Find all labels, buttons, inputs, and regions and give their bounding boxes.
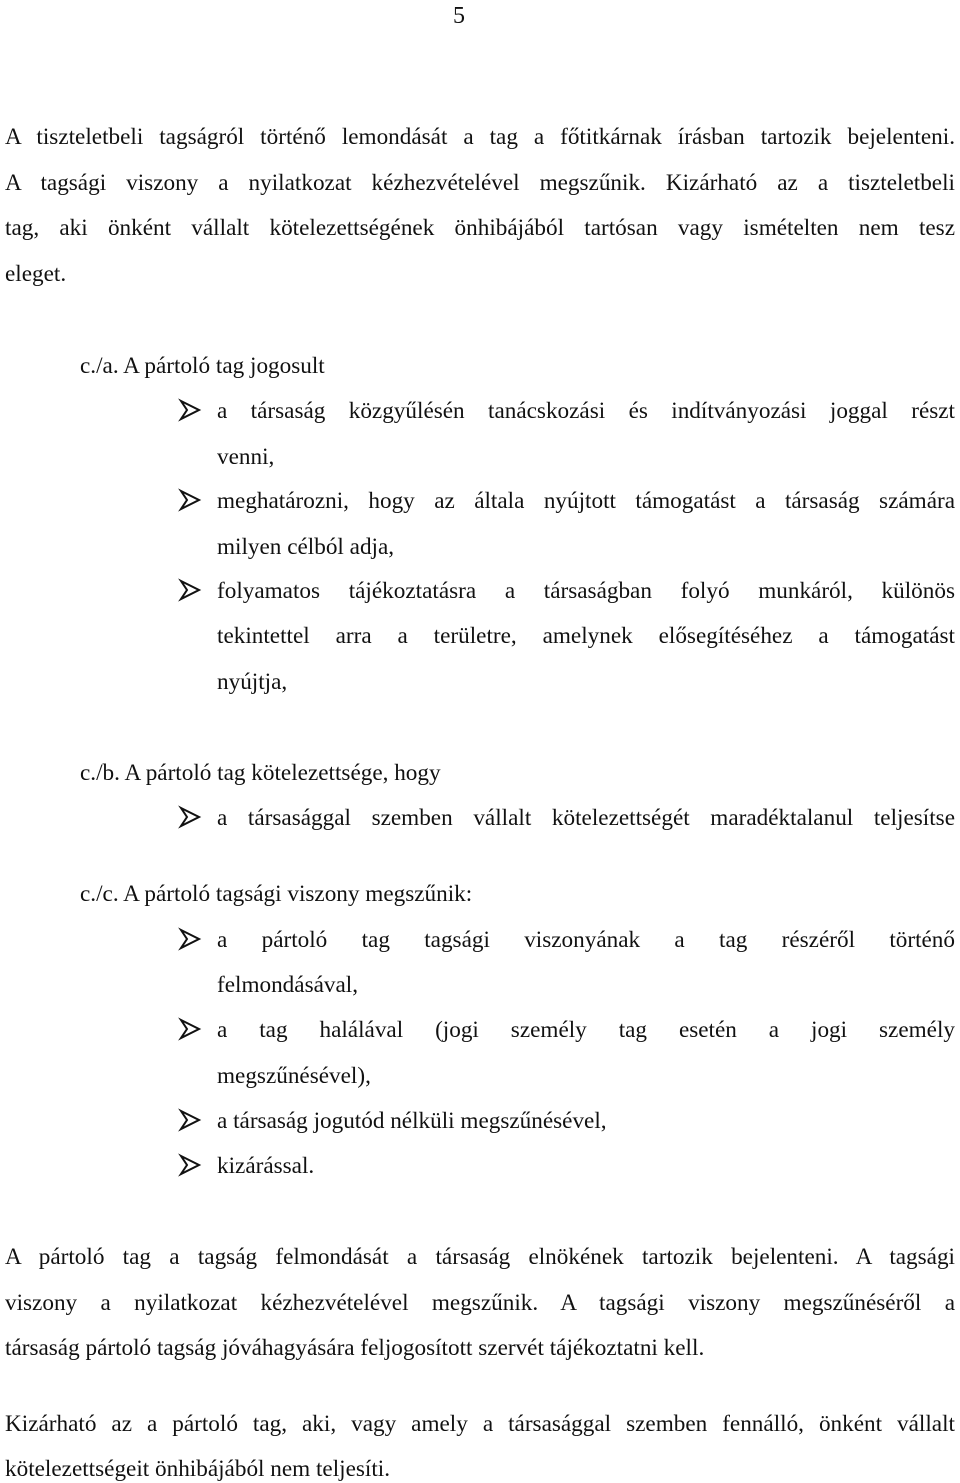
section-c-item-1-line-1: a pártoló tag tagsági viszonyának a tag részéről történő [217,927,955,953]
para1-line-3: társaság pártoló tagság jóváhagyására feljogosított szervét tájékoztatni kell. [5,1335,705,1361]
intro-line-3: tag, aki önként vállalt kötelezettségének önhibájából tartósan vagy ismételten nem tesz [5,215,955,241]
arrowhead-bullet-icon [178,1153,202,1177]
arrowhead-bullet-icon [178,805,202,829]
para2-line-1: Kizárható az a pártoló tag, aki, vagy amely a társasággal szemben fennálló, önként vállalt [5,1411,955,1437]
intro-line-1: A tiszteletbeli tagságról történő lemondását a tag a főtitkárnak írásban tartozik bejelenteni. [5,124,955,150]
intro-line-4: eleget. [5,261,67,287]
arrowhead-bullet-icon [178,578,202,602]
section-a-item-2-line-2: milyen célból adja, [217,534,395,560]
arrowhead-bullet-icon [178,927,202,951]
section-c-item-2-line-1: a tag halálával (jogi személy tag esetén a jogi személy [217,1017,955,1043]
para1-line-1: A pártoló tag a tagság felmondását a társaság elnökének tartozik bejelenteni. A tagsági [5,1244,955,1270]
section-a-item-1-line-1: a társaság közgyűlésén tanácskozási és indítványozási joggal részt [217,398,955,424]
section-c-item-1-line-2: felmondásával, [217,972,359,998]
section-a-item-3-line-3: nyújtja, [217,669,288,695]
para2-line-2: kötelezettségeit önhibájából nem teljesíti. [5,1456,391,1482]
arrowhead-bullet-icon [178,488,202,512]
section-a-heading: c./a. A pártoló tag jogosult [80,353,325,379]
section-c-item-4-line-1: kizárással. [217,1153,315,1179]
section-b-item-1-line-1: a társasággal szemben vállalt kötelezettségét maradéktalanul teljesítse [217,805,955,831]
para1-line-2: viszony a nyilatkozat kézhezvételével megszűnik. A tagsági viszony megszűnéséről a [5,1290,955,1316]
section-c-item-3-line-1: a társaság jogutód nélküli megszűnésével, [217,1108,607,1134]
section-a-item-3-line-2: tekintettel arra a területre, amelynek elősegítéséhez a támogatást [217,623,955,649]
section-a-item-3-line-1: folyamatos tájékoztatásra a társaságban folyó munkáról, különös [217,578,955,604]
section-c-heading: c./c. A pártoló tagsági viszony megszűnik: [80,881,473,907]
section-a-item-1-line-2: venni, [217,444,275,470]
arrowhead-bullet-icon [178,1108,202,1132]
arrowhead-bullet-icon [178,398,202,422]
intro-line-2: A tagsági viszony a nyilatkozat kézhezvételével megszűnik. Kizárható az a tiszteletbeli [5,170,955,196]
arrowhead-bullet-icon [178,1017,202,1041]
page-number: 5 [453,3,465,29]
section-b-heading: c./b. A pártoló tag kötelezettsége, hogy [80,760,441,786]
section-a-item-2-line-1: meghatározni, hogy az általa nyújtott támogatást a társaság számára [217,488,955,514]
section-c-item-2-line-2: megszűnésével), [217,1063,371,1089]
